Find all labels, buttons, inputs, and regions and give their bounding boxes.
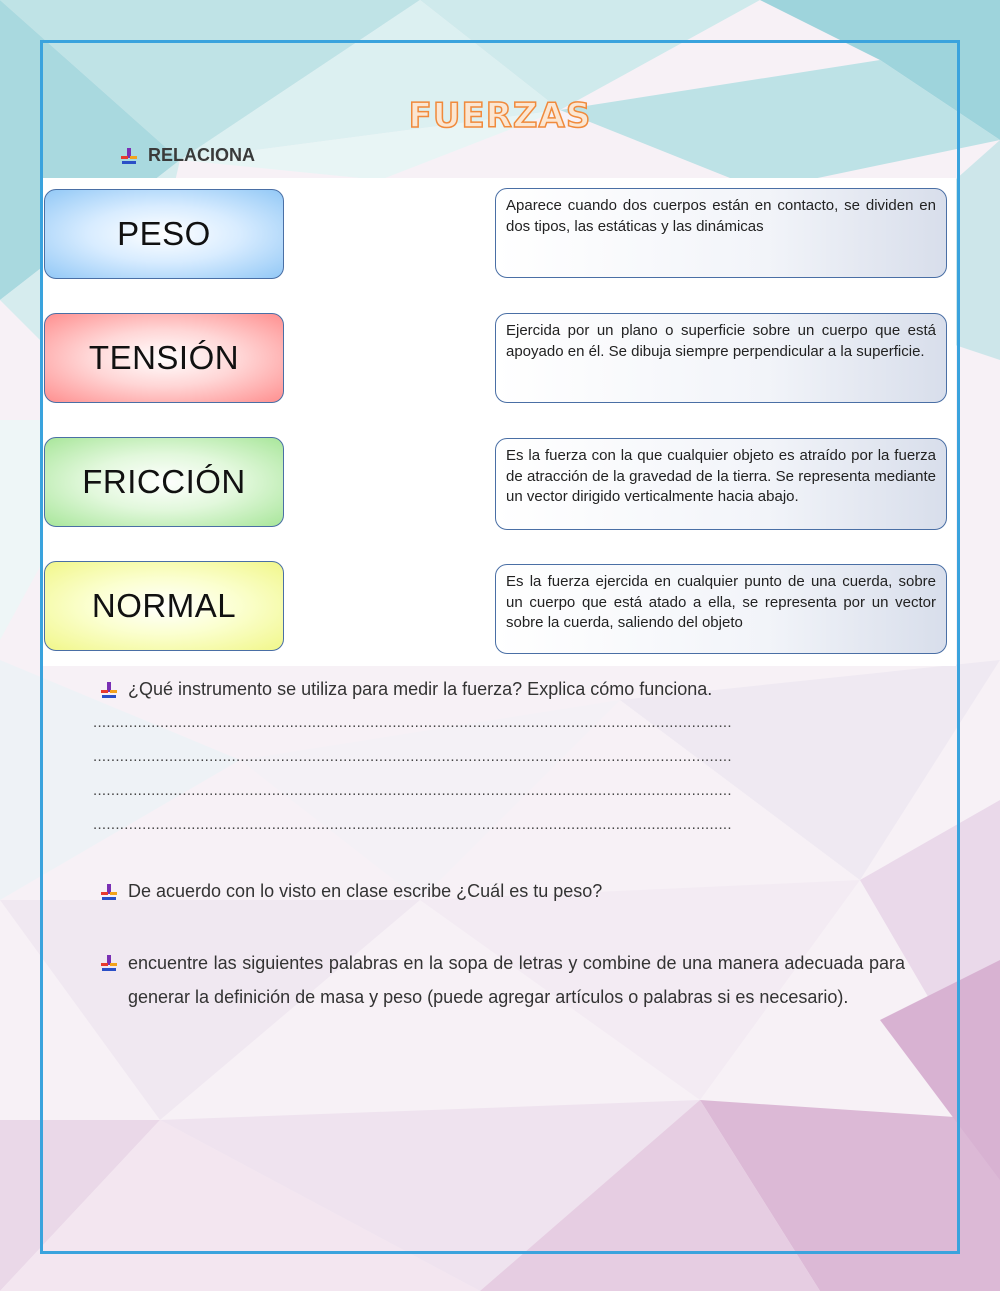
term-normal[interactable]: [44, 561, 284, 651]
term-label: FRICCIÓN: [82, 463, 246, 500]
definition-box-1[interactable]: [495, 188, 947, 278]
definition-text: Es la fuerza con la que cualquier objeto es atraído por la fuerza de atracción de la gravedad de la tierra. Se representa mediante un vector dirigido verticalmente hacia abajo.: [506, 447, 936, 505]
term-label: NORMAL: [91, 587, 237, 624]
question-text: De acuerdo con lo visto en clase escribe ¿Cuál es tu peso?: [128, 881, 603, 901]
term-label: TENSIÓN: [88, 339, 240, 376]
definition-box-3[interactable]: [495, 438, 947, 530]
definition-box-2[interactable]: [495, 313, 947, 403]
question-1: [100, 679, 712, 700]
question-3: [100, 946, 905, 1014]
term-friccion[interactable]: [44, 437, 284, 527]
page-title: FUERZAS: [408, 96, 592, 136]
arrow-bullet-icon: [120, 147, 138, 165]
question-2: [100, 881, 602, 902]
arrow-bullet-icon: [100, 681, 118, 699]
answer-line-1[interactable]: ...............................................................................................................................................: [93, 714, 732, 731]
definition-text: Aparece cuando dos cuerpos están en contacto, se dividen en dos tipos, las estáticas y las dinámicas: [506, 197, 936, 235]
section-heading: [120, 145, 255, 166]
section-label: RELACIONA: [148, 145, 255, 165]
definition-text: Ejercida por un plano o superficie sobre un cuerpo que está apoyado en él. Se dibuja siempre perpendicular a la superficie.: [506, 322, 936, 360]
term-label: PESO: [117, 215, 211, 252]
question-text: ¿Qué instrumento se utiliza para medir la fuerza? Explica cómo funciona.: [128, 679, 713, 699]
arrow-bullet-icon: [100, 883, 118, 901]
term-peso[interactable]: [44, 189, 284, 279]
definition-box-4[interactable]: [495, 564, 947, 654]
definition-text: Es la fuerza ejercida en cualquier punto de una cuerda, sobre un cuerpo que está atado a ella, se representa por un vector sobre la cuerda, saliendo del objeto: [506, 573, 936, 631]
answer-line-2[interactable]: ...............................................................................................................................................: [93, 748, 732, 765]
term-tension[interactable]: [44, 313, 284, 403]
answer-line-4[interactable]: ...............................................................................................................................................: [93, 816, 732, 833]
arrow-bullet-icon: [100, 954, 118, 972]
answer-line-3[interactable]: ...............................................................................................................................................: [93, 782, 732, 799]
question-text: encuentre las siguientes palabras en la sopa de letras y combine de una manera adecuada para generar la definición de masa y peso (puede agregar artículos o palabras si es necesario).: [128, 953, 905, 1007]
